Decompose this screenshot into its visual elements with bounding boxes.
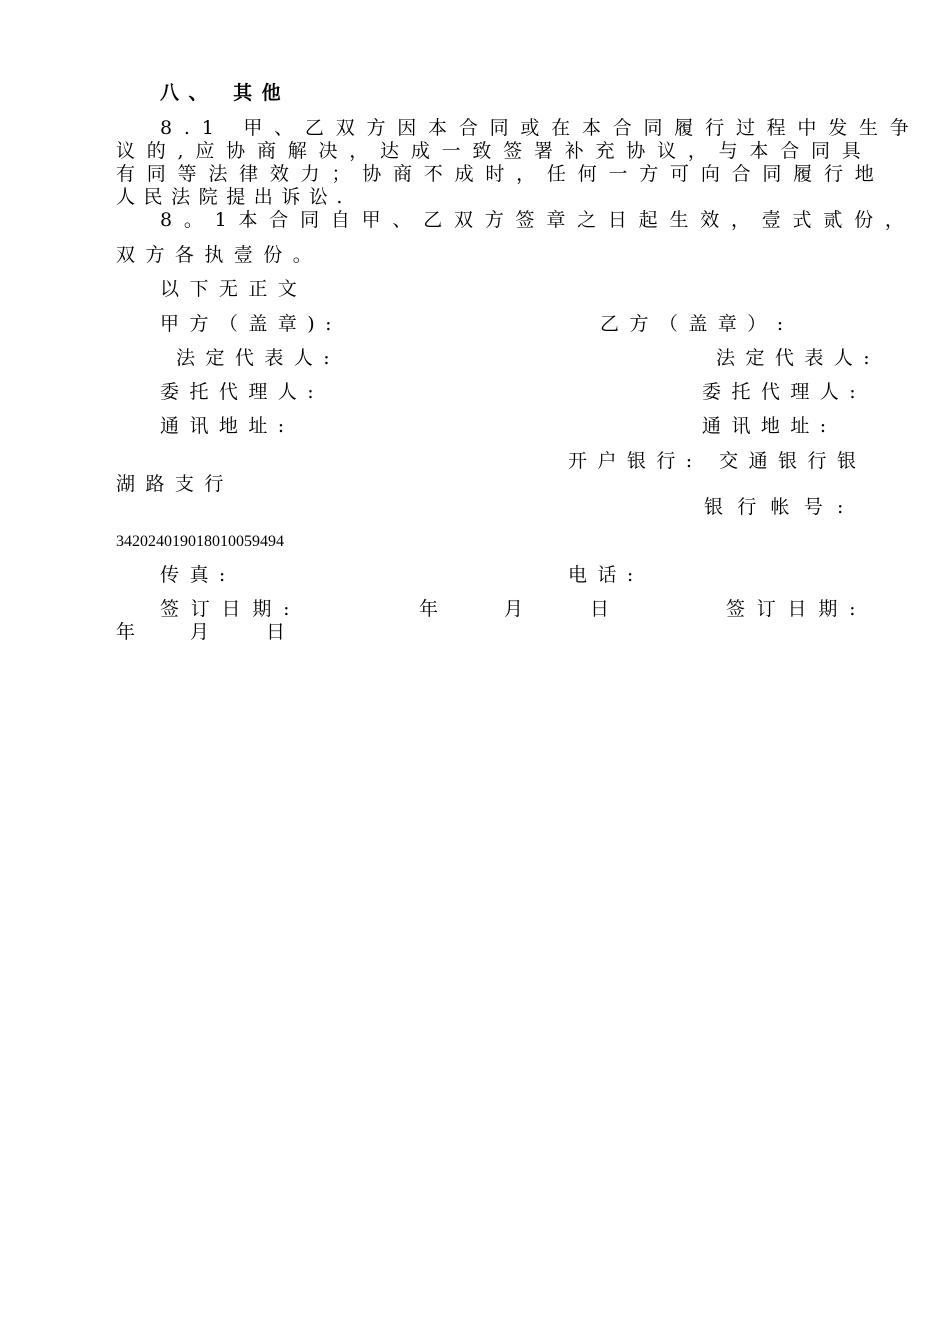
party-a-sign-month: 月 (504, 598, 534, 620)
party-a-fax-label: 传真: (160, 564, 236, 586)
party-b-bank-label: 开户银行: 交通银行银 (568, 450, 867, 472)
party-a-sign-year: 年 (419, 598, 449, 620)
party-b-account-number: 342024019018010059494 (116, 533, 284, 550)
party-a-seal-label: 甲方（盖章): (160, 313, 342, 335)
party-a-sign-date-label: 签订日期: (160, 598, 302, 620)
clause-8-2-line-2: 双方各执壹份。 (116, 244, 323, 266)
clause-8-2-line-1: 8。1本合同自甲、乙双方签章之日起生效，壹式贰份， (160, 209, 916, 231)
party-a-address-label: 通讯地址: (160, 415, 295, 437)
party-a-legal-rep-label: 法定代表人: (176, 347, 341, 369)
party-b-legal-rep-label: 法定代表人: (716, 347, 881, 369)
party-b-phone-label: 电话: (568, 564, 644, 586)
party-b-sign-year: 年 (116, 621, 146, 643)
section-heading: 八、 其他 (160, 82, 291, 104)
party-a-sign-day: 日 (590, 598, 620, 620)
clause-8-1-line-1: 8.1 甲、乙双方因本合同或在本合同履行过程中发生争 (160, 117, 921, 139)
party-b-sign-date-label: 签订日期: (726, 598, 868, 620)
party-b-seal-label: 乙方（盖章）: (600, 313, 794, 335)
party-b-agent-label: 委托代理人: (702, 381, 867, 403)
party-a-agent-label: 委托代理人: (160, 381, 325, 403)
party-b-address-label: 通讯地址: (702, 415, 837, 437)
party-b-sign-day: 日 (266, 621, 296, 643)
clause-8-1-line-3: 有同等法律效力；协商不成时，任何一方可向合同履行地 (116, 163, 886, 185)
end-of-text-note: 以下无正文 (160, 278, 308, 300)
clause-8-1-line-2: 议的,应协商解决，达成一致签署补充协议，与本合同具 (116, 140, 873, 162)
clause-8-1-line-4: 人民法院提出诉讼. (116, 186, 351, 208)
party-b-bank-continued: 湖路支行 (116, 473, 234, 495)
party-b-sign-month: 月 (190, 621, 220, 643)
party-b-account-label: 银行帐号: (704, 496, 858, 518)
